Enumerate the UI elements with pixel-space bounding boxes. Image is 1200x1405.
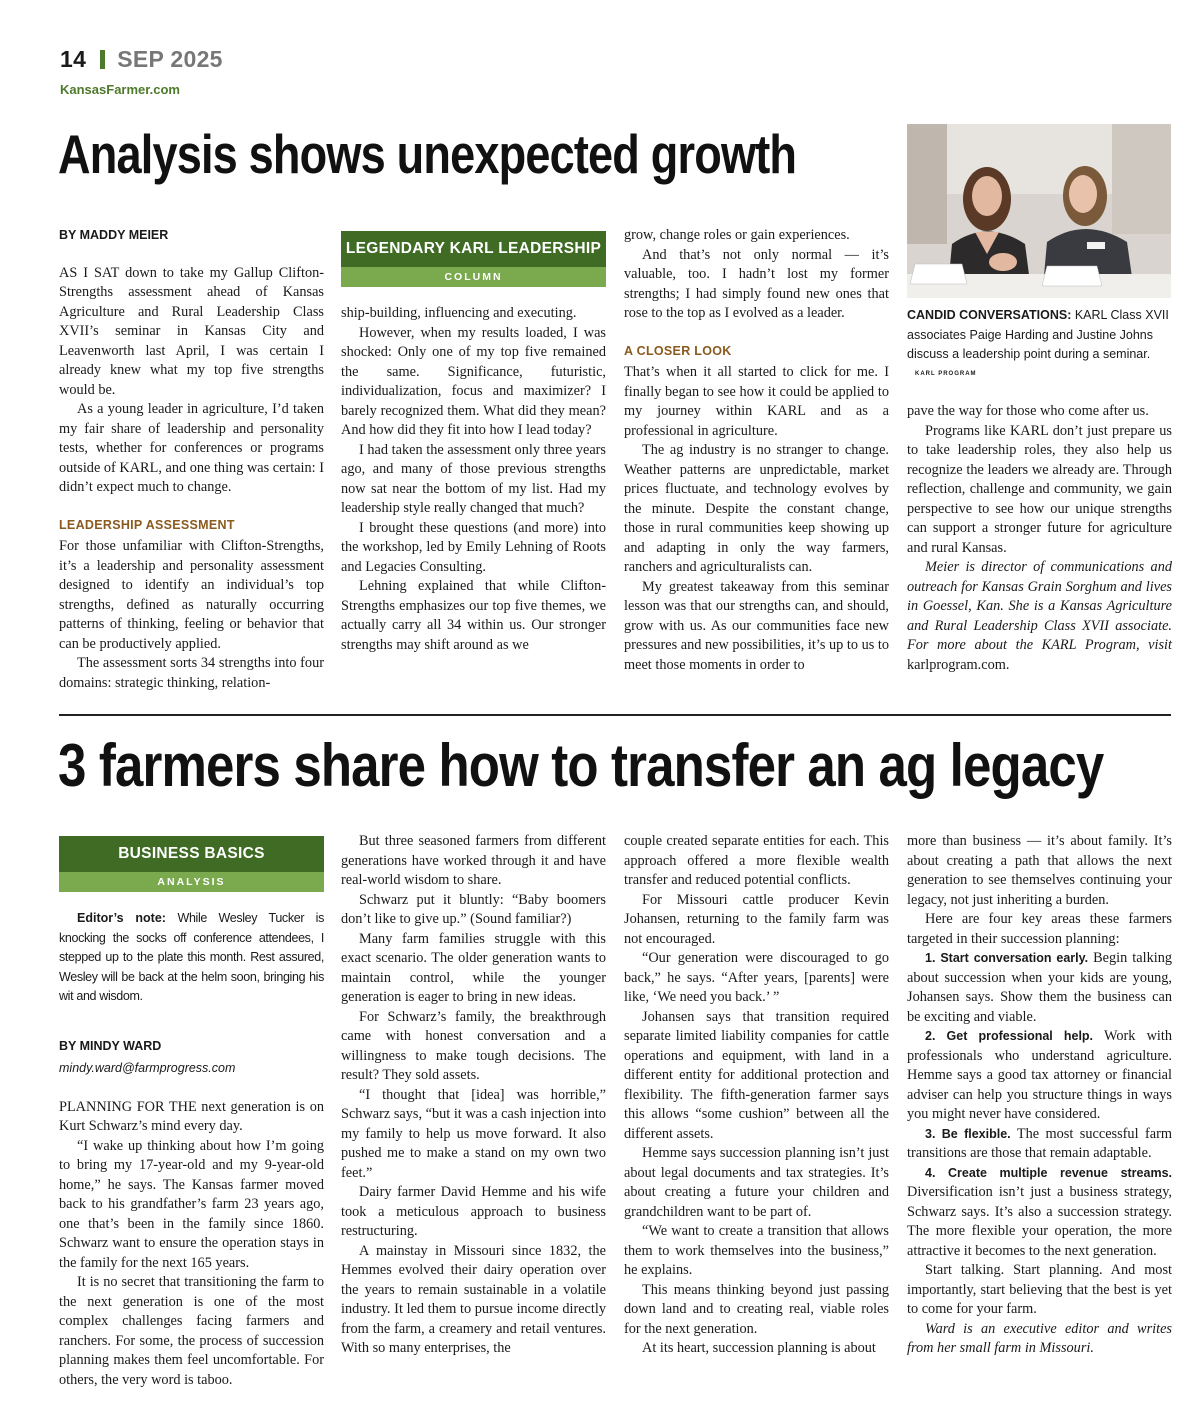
- column-series-title: LEGENDARY KARL LEADERSHIP: [341, 231, 606, 267]
- folio-divider: [100, 50, 105, 69]
- paragraph: Schwarz put it bluntly: “Baby boomers don’t like to give up.” (Sound familiar?): [341, 891, 606, 927]
- paragraph: For Missouri cattle producer Kevin Johansen, returning to the family farm was not encouraged.: [624, 891, 889, 947]
- tip-4: [907, 1164, 1172, 1262]
- article2-headline: 3 farmers share how to transfer an ag legacy: [58, 732, 1104, 799]
- business-basics-box: [59, 836, 324, 892]
- paragraph: But three seasoned farmers from different generations have worked through it and have real-world wisdom to share.: [341, 833, 606, 888]
- article2-column-1: [59, 909, 324, 1390]
- tip-4-label: 4. Create multiple revenue streams.: [925, 1165, 1172, 1180]
- page-folio: [60, 46, 223, 73]
- tip-3-text: The most successful farm transitions are those that remain adaptable.: [907, 1125, 1172, 1161]
- seminar-photo: [907, 124, 1171, 298]
- paragraph: “We want to create a transition that allows them to work themselves into the business,” he explains.: [624, 1223, 889, 1278]
- caption-text: KARL Class XVII associates Paige Harding and Justine Johns discuss a leadership point during a seminar.: [907, 308, 1169, 361]
- paragraph: And that’s not only normal — it’s valuable, too. I hadn’t lost my former strengths; I had simply found new ones that rose to the top as I evolved as a leader.: [624, 246, 889, 321]
- section-divider: [59, 714, 1171, 716]
- tip-4-text: Diversification isn’t just a business strategy, Schwarz says. It’s also a succession strategy. The more flexible your operation, the more attractive it becomes to the next generation.: [907, 1184, 1172, 1259]
- paragraph: This means thinking beyond just passing down land and to creating real, viable roles for the next generation.: [624, 1281, 889, 1337]
- article1-column-2: [341, 304, 606, 655]
- paragraph: That’s when it all started to click for me. I finally began to see how it could be applied to my journey within KARL and as a professional in agriculture.: [624, 364, 889, 439]
- paragraph: At its heart, succession planning is about: [642, 1340, 876, 1356]
- paragraph: Dairy farmer David Hemme and his wife took a meticulous approach to business restructuring.: [341, 1184, 606, 1239]
- editors-note-label: Editor’s note:: [77, 911, 166, 925]
- paragraph: A mainstay in Missouri since 1832, the Hemmes evolved their dairy operation over the years to remain sustainable in a volatile industry. It led them to pursue income directly from the farm, a creamery and retail ventures. With so many enterprises, the: [341, 1242, 606, 1356]
- author-email[interactable]: mindy.ward@farmprogress.com: [59, 1061, 236, 1075]
- paragraph: As a young leader in agriculture, I’d taken my fair share of leadership and personality tests, whether for conferences or programs outside of KARL, and one thing was certain: I didn’t expect much to change.: [59, 401, 324, 495]
- subhead-a-closer-look: A CLOSER LOOK: [624, 343, 732, 358]
- paragraph: Start talking. Start planning. And most importantly, start believing that the best is yet to come for your farm.: [907, 1262, 1172, 1317]
- tip-2: [907, 1027, 1172, 1125]
- editors-note: [59, 909, 324, 1007]
- article1-column-4: [907, 402, 1172, 675]
- subhead-leadership-assessment: LEADERSHIP ASSESSMENT: [59, 517, 235, 532]
- paragraph: PLANNING FOR THE next generation is on Kurt Schwarz’s mind every day.: [59, 1098, 324, 1134]
- article1-column-1: [59, 226, 324, 693]
- tip-3-label: 3. Be flexible.: [925, 1126, 1011, 1141]
- article2-column-2: [341, 832, 606, 1359]
- paragraph: AS I SAT down to take my Gallup Clifton-Strengths assessment ahead of Kansas Agriculture and Rural Leadership Class XVII’s seminar in Kansas City and Leavenworth last April, I was certain I already knew what my top five strengths would be.: [59, 264, 324, 398]
- tip-2-text: Work with professionals who understand agriculture. Hemme says a good tax attorney or financial adviser can help you structure things in ways you might never have considered.: [907, 1028, 1172, 1122]
- caption-label: CANDID CONVERSATIONS:: [907, 308, 1072, 322]
- tip-2-label: 2. Get professional help.: [925, 1029, 1094, 1043]
- paragraph: The ag industry is no stranger to change. Weather patterns are unpredictable, market prices fluctuate, and technology evolves by the minute. Despite the constant change, those in rural communities keep showing up and adapting in only the way farmers, ranchers and agriculturalists can.: [624, 442, 889, 575]
- paragraph: Johansen says that transition required separate limited liability companies for cattle operations and equipment, with land in a different entity for additional protection and flexibility. The fifth-generation farmer says this allows “some cushion” between all the different assets.: [624, 1008, 889, 1142]
- author-bio: [907, 558, 1172, 675]
- paragraph: For Schwarz’s family, the breakthrough came with honest conversation and a willingness to make tough decisions. The result? They sold assets.: [341, 1008, 606, 1083]
- department-type-label: ANALYSIS: [59, 872, 324, 892]
- karl-link[interactable]: karlprogram.com.: [907, 656, 1010, 673]
- paragraph: For those unfamiliar with Clifton-Strengths, it’s a leadership and personality assessment designed to identify an individual’s top strengths, defined as naturally occurring patterns of thinking, feeling or behavior that can be productively applied.: [59, 538, 324, 652]
- paragraph: “I wake up thinking about how I’m going to bring my 17-year-old and my 9-year-old home,” he says. The Kansas farmer moved back to his grandfather’s farm 23 years ago, one that’s been in the family since 1860. Schwarz want to ensure the operation stays in the family for the next 165 years.: [59, 1137, 324, 1271]
- paragraph: Many farm families struggle with this exact scenario. The older generation wants to maintain control, while the younger generation is eager to bring in new ideas.: [341, 930, 606, 1005]
- paragraph: I brought these questions (and more) into the workshop, led by Emily Lehning of Roots and Legacies Consulting.: [341, 519, 606, 575]
- seminar-photo-illustration: [907, 124, 1171, 298]
- paragraph: grow, change roles or gain experiences.: [624, 227, 850, 243]
- author-bio-text: Meier is director of communications and outreach for Kansas Grain Sorghum and lives in Goessel, Kan. She is a Kansas Agriculture and Rural Leadership Class XVII associate. For more about the KARL Program, visit: [907, 559, 1172, 653]
- paragraph: My greatest takeaway from this seminar lesson was that our strengths can, and should, grow with us. As our communities face new pressures and new possibilities, it’s up to us to meet those moments in order to: [624, 578, 889, 673]
- article1-byline: BY MADDY MEIER: [59, 228, 169, 242]
- issue-date: SEP 2025: [117, 46, 223, 72]
- paragraph: It is no secret that transitioning the farm to the next generation is one of the most complex challenges facing farmers and ranchers. For some, the process of succession planning makes them feel uncomfortable. For others, the very word is taboo.: [59, 1274, 324, 1388]
- paragraph: “Our generation were discouraged to go back,” he says. “After years, [parents] were like, ‘We need you back.’ ”: [624, 950, 889, 1005]
- article2-column-3: [624, 832, 889, 1359]
- article2-column-4: [907, 832, 1172, 1359]
- author-bio: Ward is an executive editor and writes from her small farm in Missouri.: [907, 1320, 1172, 1356]
- paragraph: more than business — it’s about family. It’s about creating a path that allows the next generation to see themselves continuing your legacy, not just inheriting a burden.: [907, 833, 1172, 908]
- article1-column-3: [624, 226, 889, 675]
- department-title: BUSINESS BASICS: [59, 836, 324, 872]
- paragraph: “I thought that [idea] was horrible,” Schwarz says, “but it was a cash injection into my family to help us move forward. It also pushed me to make a stand on my own two feet.”: [341, 1086, 606, 1181]
- page-number: 14: [60, 46, 87, 72]
- paragraph: The assessment sorts 34 strengths into four domains: strategic thinking, relation-: [59, 655, 324, 691]
- paragraph: Lehning explained that while Clifton-Strengths emphasizes our top five themes, we actually carry all 34 within us. Our stronger strengths may shift around as we: [341, 578, 606, 653]
- column-label-box: [341, 231, 606, 287]
- tip-3: [907, 1125, 1172, 1164]
- photo-caption: [907, 306, 1172, 384]
- paragraph: couple created separate entities for each. This approach offered a more flexible wealth transfer and reduced potential conflicts.: [624, 833, 889, 888]
- column-type-label: COLUMN: [341, 267, 606, 287]
- paragraph: pave the way for those who come after us.: [907, 403, 1149, 419]
- article1-headline: Analysis shows unexpected growth: [58, 123, 797, 185]
- tip-1: [907, 949, 1172, 1027]
- site-url[interactable]: KansasFarmer.com: [60, 82, 180, 97]
- paragraph: Here are four key areas these farmers targeted in their succession planning:: [907, 911, 1172, 947]
- tip-1-text: Begin talking about succession when your kids are young, Johansen says. Show them the business can be exciting and viable.: [907, 950, 1172, 1025]
- paragraph: Hemme says succession planning isn’t just about legal documents and tax strategies. It’s about creating a future your children and grandchildren want to be part of.: [624, 1145, 889, 1220]
- paragraph: Programs like KARL don’t just prepare us to take leadership roles, they also help us recognize the leaders we already are. Through reflection, challenge and community, we gain perspective to see how our unique strengths can support a stronger future for agriculture and rural Kansas.: [907, 422, 1172, 556]
- paragraph: However, when my results loaded, I was shocked: Only one of my top five remained the same. Significance, futuristic, individualization, focus and maximizer? I barely recognized them. What did they mean? And how did they fit into how I lead today?: [341, 324, 606, 438]
- paragraph: ship-building, influencing and executing.: [341, 305, 577, 321]
- paragraph: I had taken the assessment only three years ago, and many of those previous strengths now sat near the bottom of my list. Had my leadership style really changed that much?: [341, 441, 606, 516]
- tip-1-label: 1. Start conversation early.: [925, 951, 1089, 965]
- photo-credit: KARL PROGRAM: [915, 370, 977, 377]
- article2-byline: BY MINDY WARD: [59, 1038, 162, 1053]
- editors-note-text: While Wesley Tucker is knocking the socks off conference attendees, I stepped up to the plate this month. Rest assured, Wesley will be back at the helm soon, bringing his wit and wisdom.: [59, 911, 324, 1003]
